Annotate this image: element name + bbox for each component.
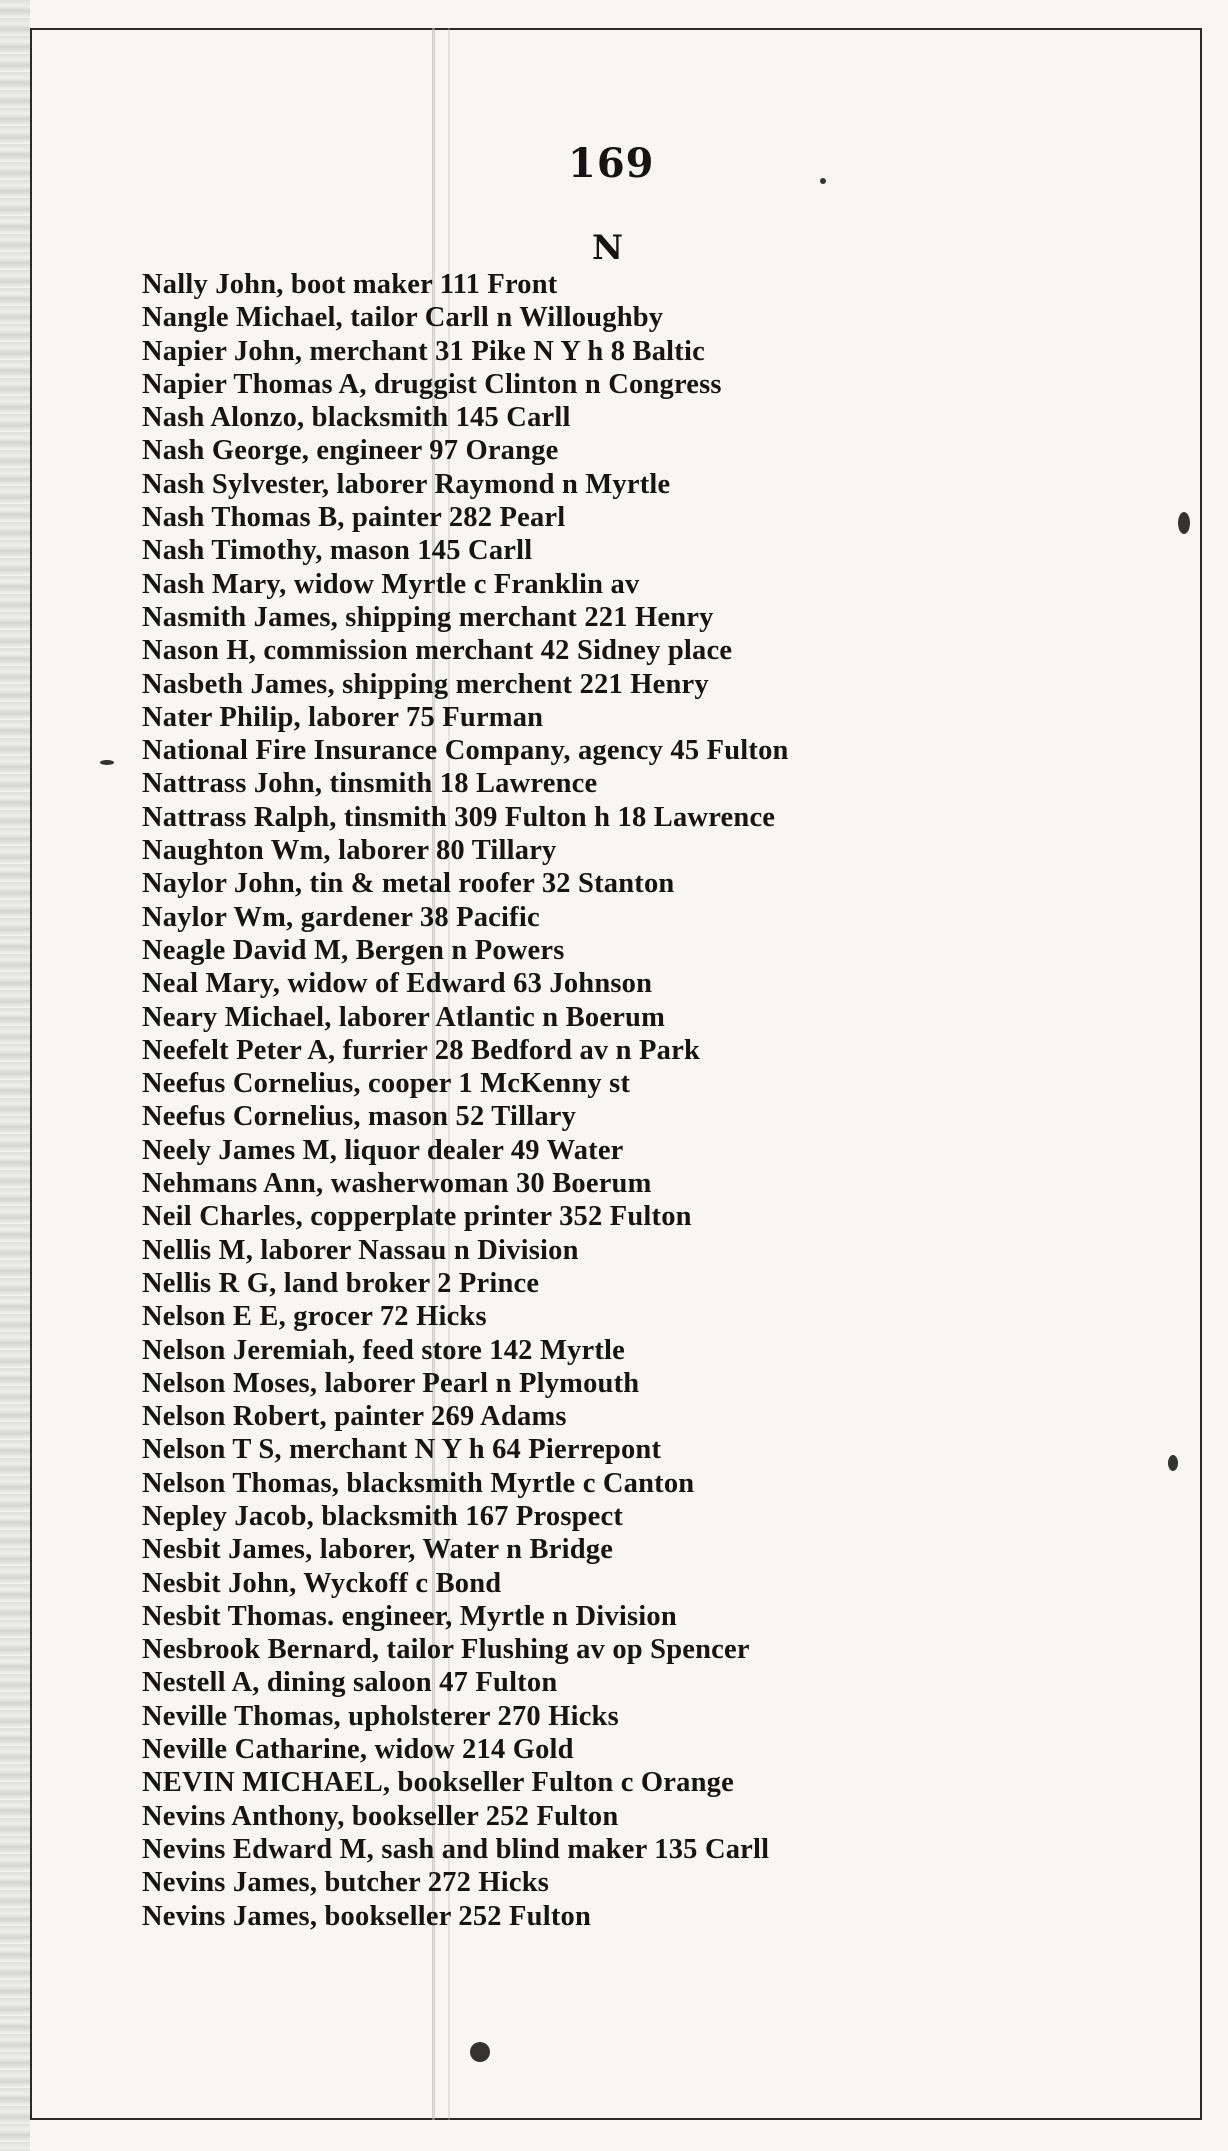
directory-entry: Nesbit John, Wyckoff c Bond: [142, 1567, 502, 1599]
directory-entry: Neary Michael, laborer Atlantic n Boerum: [142, 1001, 666, 1033]
directory-entry: Nepley Jacob, blacksmith 167 Prospect: [142, 1500, 624, 1532]
directory-entry: Nelson Jeremiah, feed store 142 Myrtle: [142, 1334, 625, 1366]
directory-entry: Neville Catharine, widow 214 Gold: [142, 1734, 574, 1766]
directory-entry: Nash Alonzo, blacksmith 145 Carll: [142, 402, 571, 434]
ink-speck: [470, 2042, 490, 2062]
directory-entry: Neefelt Peter A, furrier 28 Bedford av n Park: [142, 1034, 701, 1066]
directory-entry: Nevins James, butcher 272 Hicks: [142, 1867, 550, 1899]
directory-entry: Nesbit James, laborer, Water n Bridge: [142, 1534, 614, 1566]
directory-entry: NEVIN MICHAEL, bookseller Fulton c Orange: [142, 1767, 734, 1799]
ink-speck: [820, 178, 826, 184]
directory-entry: Neal Mary, widow of Edward 63 Johnson: [142, 968, 653, 1000]
directory-entry: Nellis R G, land broker 2 Prince: [142, 1267, 540, 1299]
directory-entry: Nelson T S, merchant N Y h 64 Pierrepont: [142, 1434, 662, 1466]
directory-entry: Neefus Cornelius, mason 52 Tillary: [142, 1101, 577, 1133]
directory-entry: Nehmans Ann, washerwoman 30 Boerum: [142, 1168, 652, 1200]
directory-entry: Neville Thomas, upholsterer 270 Hicks: [142, 1700, 619, 1732]
directory-entry: Neagle David M, Bergen n Powers: [142, 934, 565, 966]
page-number: 169: [568, 140, 655, 187]
directory-entry: Napier John, merchant 31 Pike N Y h 8 Baltic: [142, 335, 705, 367]
directory-entry: Nestell A, dining saloon 47 Fulton: [142, 1667, 558, 1699]
directory-entry: Neil Charles, copperplate printer 352 Fulton: [142, 1201, 692, 1233]
directory-entry: Nater Philip, laborer 75 Furman: [142, 701, 544, 733]
directory-entry: Naughton Wm, laborer 80 Tillary: [142, 835, 557, 867]
directory-entry: Nally John, boot maker 111 Front: [142, 269, 558, 300]
directory-entry: Nash Sylvester, laborer Raymond n Myrtle: [142, 468, 671, 500]
directory-entry: Nasmith James, shipping merchant 221 Henry: [142, 601, 714, 633]
directory-entry: Naylor Wm, gardener 38 Pacific: [142, 901, 540, 933]
directory-entry: Nevins Anthony, bookseller 252 Fulton: [142, 1800, 619, 1832]
directory-entry: Nash George, engineer 97 Orange: [142, 435, 559, 467]
page-binding-edge: [0, 0, 30, 2151]
section-heading: N: [592, 228, 624, 268]
directory-entry: Nash Mary, widow Myrtle c Franklin av: [142, 568, 640, 600]
directory-entry: National Fire Insurance Company, agency 45 Fulton: [142, 735, 789, 767]
directory-entry: Nelson Thomas, blacksmith Myrtle c Canton: [142, 1467, 695, 1499]
directory-entry: Nash Timothy, mason 145 Carll: [142, 535, 533, 567]
directory-entries: [142, 268, 1142, 1933]
directory-entry: Nason H, commission merchant 42 Sidney place: [142, 635, 733, 667]
directory-entry: Nangle Michael, tailor Carll n Willoughby: [142, 302, 664, 334]
directory-entry: Napier Thomas A, druggist Clinton n Congress: [142, 368, 722, 400]
directory-entry: Nevins James, bookseller 252 Fulton: [142, 1900, 592, 1932]
directory-entry: Nevins Edward M, sash and blind maker 135 Carll: [142, 1833, 770, 1865]
ink-speck: [1168, 1455, 1178, 1471]
directory-entry: Nelson E E, grocer 72 Hicks: [142, 1301, 487, 1333]
directory-entry: Nesbrook Bernard, tailor Flushing av op Spencer: [142, 1634, 750, 1666]
directory-entry: Naylor John, tin & metal roofer 32 Stanton: [142, 868, 675, 900]
directory-entry: Neefus Cornelius, cooper 1 McKenny st: [142, 1068, 631, 1100]
directory-entry: Nattrass John, tinsmith 18 Lawrence: [142, 768, 598, 800]
directory-entry: Nasbeth James, shipping merchent 221 Henry: [142, 668, 709, 700]
directory-entry: Nattrass Ralph, tinsmith 309 Fulton h 18 Lawrence: [142, 801, 776, 833]
directory-entry: Nelson Moses, laborer Pearl n Plymouth: [142, 1367, 640, 1399]
directory-entry: Nellis M, laborer Nassau n Division: [142, 1234, 579, 1266]
directory-entry: Nelson Robert, painter 269 Adams: [142, 1401, 567, 1433]
directory-entry: Nash Thomas B, painter 282 Pearl: [142, 502, 566, 534]
ink-speck: [1178, 512, 1190, 534]
directory-entry: Neely James M, liquor dealer 49 Water: [142, 1134, 624, 1166]
ink-speck: [100, 760, 114, 765]
directory-entry: Nesbit Thomas. engineer, Myrtle n Division: [142, 1600, 677, 1632]
